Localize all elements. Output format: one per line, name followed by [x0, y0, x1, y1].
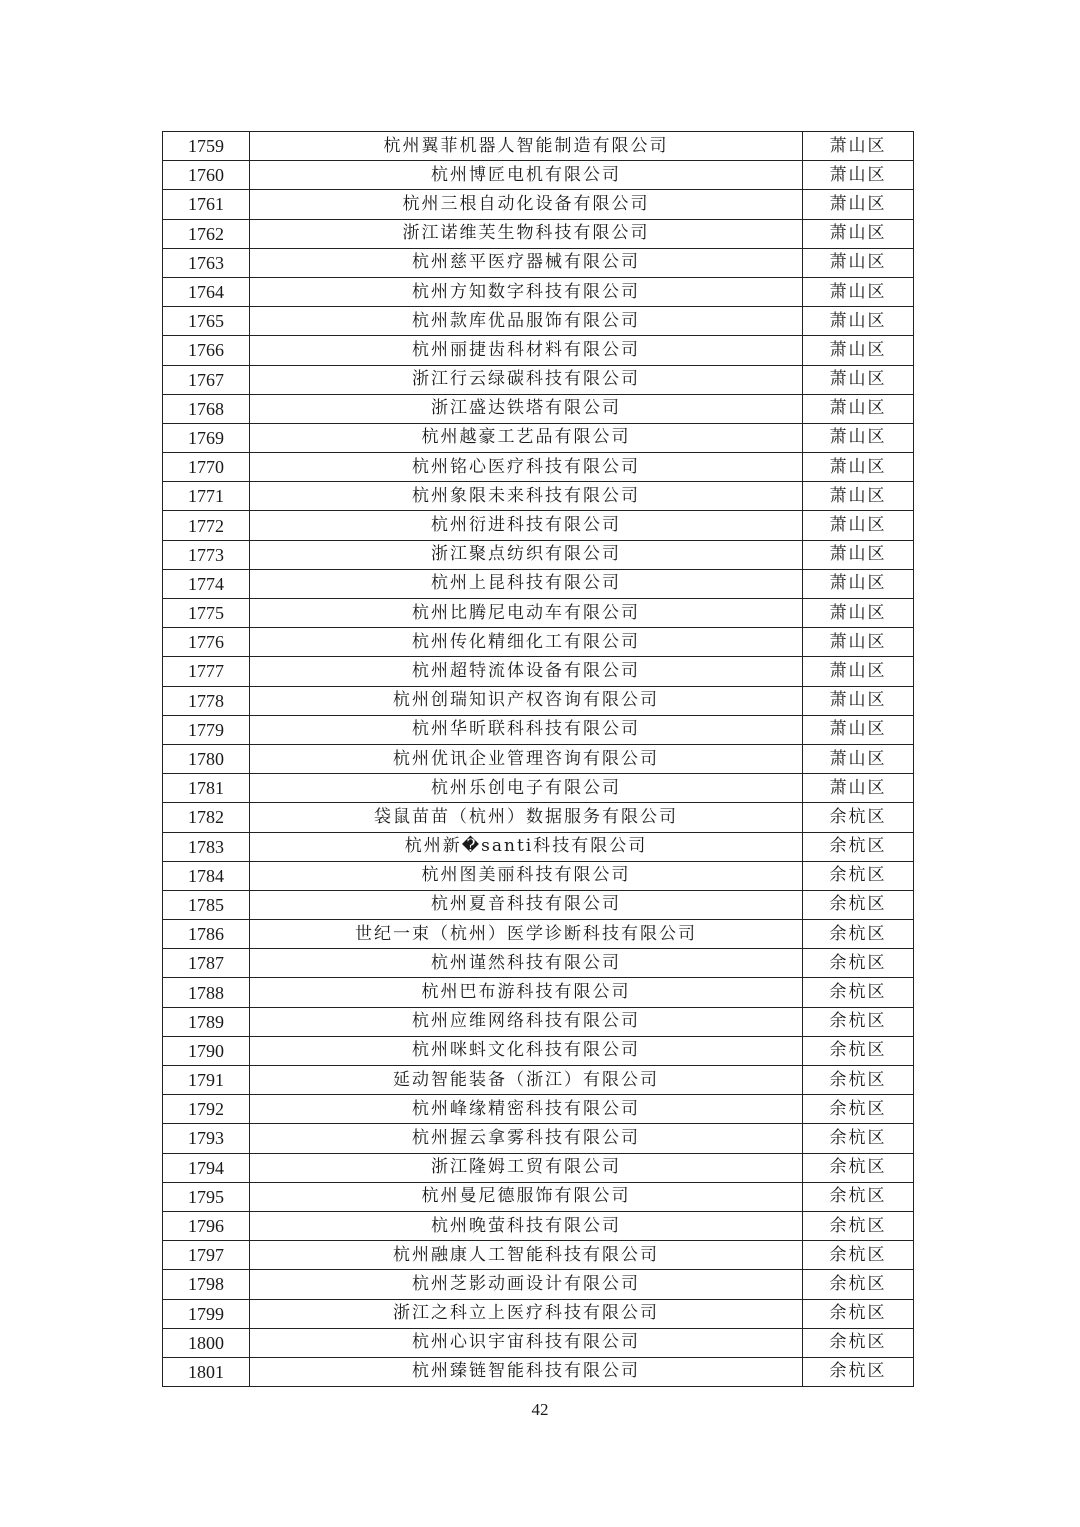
- row-number: 1791: [163, 1066, 250, 1095]
- row-number: 1780: [163, 744, 250, 773]
- company-name: 杭州乐创电子有限公司: [250, 774, 803, 803]
- company-name: 杭州传化精细化工有限公司: [250, 628, 803, 657]
- company-name: 杭州越豪工艺品有限公司: [250, 423, 803, 452]
- district: 萧山区: [803, 540, 914, 569]
- table-body: [163, 132, 914, 1387]
- table-row: [163, 1066, 914, 1095]
- table-row: [163, 949, 914, 978]
- row-number: 1773: [163, 540, 250, 569]
- page-number: 42: [531, 1400, 549, 1419]
- company-name: 杭州方知数字科技有限公司: [250, 277, 803, 306]
- row-number: 1795: [163, 1182, 250, 1211]
- row-number: 1797: [163, 1241, 250, 1270]
- company-name: 杭州臻链智能科技有限公司: [250, 1357, 803, 1386]
- table-row: [163, 453, 914, 482]
- table-row: [163, 569, 914, 598]
- district: 余杭区: [803, 949, 914, 978]
- district: 余杭区: [803, 832, 914, 861]
- row-number: 1781: [163, 774, 250, 803]
- table-row: [163, 1328, 914, 1357]
- table-row: [163, 628, 914, 657]
- table-row: [163, 1211, 914, 1240]
- table-row: [163, 277, 914, 306]
- district: 余杭区: [803, 1124, 914, 1153]
- table-row: [163, 482, 914, 511]
- district: 余杭区: [803, 920, 914, 949]
- row-number: 1790: [163, 1036, 250, 1065]
- company-name: 浙江聚点纺织有限公司: [250, 540, 803, 569]
- district: 萧山区: [803, 774, 914, 803]
- company-name: 杭州优讯企业管理咨询有限公司: [250, 744, 803, 773]
- company-name: 杭州翼菲机器人智能制造有限公司: [250, 132, 803, 161]
- district: 余杭区: [803, 1241, 914, 1270]
- table-row: [163, 1182, 914, 1211]
- table-row: [163, 219, 914, 248]
- company-name: 杭州融康人工智能科技有限公司: [250, 1241, 803, 1270]
- table-row: [163, 1007, 914, 1036]
- company-name: 浙江之科立上医疗科技有限公司: [250, 1299, 803, 1328]
- district: 萧山区: [803, 599, 914, 628]
- table-row: [163, 394, 914, 423]
- table-row: [163, 861, 914, 890]
- company-name: 杭州心识宇宙科技有限公司: [250, 1328, 803, 1357]
- company-name: 杭州超特流体设备有限公司: [250, 657, 803, 686]
- company-name: 延动智能装备（浙江）有限公司: [250, 1066, 803, 1095]
- table-row: [163, 1241, 914, 1270]
- table-row: [163, 920, 914, 949]
- table-row: [163, 132, 914, 161]
- company-name: 浙江隆姆工贸有限公司: [250, 1153, 803, 1182]
- row-number: 1776: [163, 628, 250, 657]
- row-number: 1774: [163, 569, 250, 598]
- district: 萧山区: [803, 453, 914, 482]
- district: 萧山区: [803, 277, 914, 306]
- table-row: [163, 540, 914, 569]
- district: 萧山区: [803, 744, 914, 773]
- company-name: 杭州博匠电机有限公司: [250, 161, 803, 190]
- row-number: 1792: [163, 1095, 250, 1124]
- company-name: 浙江行云绿碳科技有限公司: [250, 365, 803, 394]
- company-name: 浙江诺维芙生物科技有限公司: [250, 219, 803, 248]
- row-number: 1768: [163, 394, 250, 423]
- district: 萧山区: [803, 686, 914, 715]
- row-number: 1799: [163, 1299, 250, 1328]
- table-row: [163, 1270, 914, 1299]
- company-name: 杭州比腾尼电动车有限公司: [250, 599, 803, 628]
- company-name: 杭州衍进科技有限公司: [250, 511, 803, 540]
- table-row: [163, 890, 914, 919]
- row-number: 1771: [163, 482, 250, 511]
- table-row: [163, 307, 914, 336]
- district: 余杭区: [803, 1036, 914, 1065]
- district: 萧山区: [803, 423, 914, 452]
- district: 余杭区: [803, 1328, 914, 1357]
- district: 萧山区: [803, 307, 914, 336]
- company-name: 杭州新�santi科技有限公司: [250, 832, 803, 861]
- row-number: 1762: [163, 219, 250, 248]
- table-row: [163, 657, 914, 686]
- company-name: 杭州铭心医疗科技有限公司: [250, 453, 803, 482]
- district: 萧山区: [803, 219, 914, 248]
- district: 萧山区: [803, 482, 914, 511]
- district: 余杭区: [803, 803, 914, 832]
- row-number: 1800: [163, 1328, 250, 1357]
- table-row: [163, 803, 914, 832]
- table-row: [163, 1153, 914, 1182]
- company-name: 杭州款库优品服饰有限公司: [250, 307, 803, 336]
- table-row: [163, 423, 914, 452]
- company-name: 杭州三根自动化设备有限公司: [250, 190, 803, 219]
- company-name: 杭州峰缘精密科技有限公司: [250, 1095, 803, 1124]
- district: 萧山区: [803, 569, 914, 598]
- table-row: [163, 832, 914, 861]
- district: 余杭区: [803, 1066, 914, 1095]
- table-row: [163, 715, 914, 744]
- row-number: 1783: [163, 832, 250, 861]
- table-row: [163, 1095, 914, 1124]
- district: 萧山区: [803, 161, 914, 190]
- company-name: 杭州创瑞知识产权咨询有限公司: [250, 686, 803, 715]
- row-number: 1782: [163, 803, 250, 832]
- company-name: 世纪一束（杭州）医学诊断科技有限公司: [250, 920, 803, 949]
- district: 萧山区: [803, 336, 914, 365]
- district: 萧山区: [803, 365, 914, 394]
- district: 余杭区: [803, 1299, 914, 1328]
- row-number: 1778: [163, 686, 250, 715]
- row-number: 1793: [163, 1124, 250, 1153]
- district: 余杭区: [803, 1270, 914, 1299]
- table-row: [163, 1299, 914, 1328]
- table-row: [163, 1036, 914, 1065]
- company-name: 杭州握云拿雾科技有限公司: [250, 1124, 803, 1153]
- district: 余杭区: [803, 1211, 914, 1240]
- district: 萧山区: [803, 132, 914, 161]
- company-name: 杭州图美丽科技有限公司: [250, 861, 803, 890]
- company-name: 杭州芝影动画设计有限公司: [250, 1270, 803, 1299]
- table-row: [163, 744, 914, 773]
- table-row: [163, 978, 914, 1007]
- company-name: 杭州象限未来科技有限公司: [250, 482, 803, 511]
- row-number: 1796: [163, 1211, 250, 1240]
- row-number: 1788: [163, 978, 250, 1007]
- company-list-table: [162, 131, 914, 1387]
- row-number: 1760: [163, 161, 250, 190]
- row-number: 1769: [163, 423, 250, 452]
- district: 萧山区: [803, 657, 914, 686]
- district: 余杭区: [803, 978, 914, 1007]
- company-name: 杭州夏音科技有限公司: [250, 890, 803, 919]
- row-number: 1766: [163, 336, 250, 365]
- company-name: 杭州咪蚪文化科技有限公司: [250, 1036, 803, 1065]
- row-number: 1759: [163, 132, 250, 161]
- company-name: 杭州上昆科技有限公司: [250, 569, 803, 598]
- row-number: 1775: [163, 599, 250, 628]
- district: 余杭区: [803, 890, 914, 919]
- company-name: 杭州丽捷齿科材料有限公司: [250, 336, 803, 365]
- district: 余杭区: [803, 1007, 914, 1036]
- table-row: [163, 774, 914, 803]
- company-name: 袋鼠苗苗（杭州）数据服务有限公司: [250, 803, 803, 832]
- row-number: 1801: [163, 1357, 250, 1386]
- row-number: 1767: [163, 365, 250, 394]
- row-number: 1784: [163, 861, 250, 890]
- table-row: [163, 686, 914, 715]
- table-row: [163, 248, 914, 277]
- district: 萧山区: [803, 715, 914, 744]
- row-number: 1789: [163, 1007, 250, 1036]
- table-row: [163, 511, 914, 540]
- row-number: 1785: [163, 890, 250, 919]
- district: 余杭区: [803, 1095, 914, 1124]
- district: 萧山区: [803, 628, 914, 657]
- row-number: 1787: [163, 949, 250, 978]
- company-name: 杭州慈平医疗器械有限公司: [250, 248, 803, 277]
- district: 余杭区: [803, 861, 914, 890]
- district: 萧山区: [803, 190, 914, 219]
- row-number: 1763: [163, 248, 250, 277]
- company-name: 杭州巴布游科技有限公司: [250, 978, 803, 1007]
- district: 萧山区: [803, 394, 914, 423]
- table-row: [163, 336, 914, 365]
- company-name: 杭州曼尼德服饰有限公司: [250, 1182, 803, 1211]
- district: 余杭区: [803, 1182, 914, 1211]
- company-name: 杭州应维网络科技有限公司: [250, 1007, 803, 1036]
- district: 余杭区: [803, 1153, 914, 1182]
- company-name: 杭州晚萤科技有限公司: [250, 1211, 803, 1240]
- table-row: [163, 1124, 914, 1153]
- row-number: 1761: [163, 190, 250, 219]
- row-number: 1772: [163, 511, 250, 540]
- district: 萧山区: [803, 248, 914, 277]
- district: 萧山区: [803, 511, 914, 540]
- row-number: 1764: [163, 277, 250, 306]
- company-name: 杭州华昕联科科技有限公司: [250, 715, 803, 744]
- row-number: 1779: [163, 715, 250, 744]
- row-number: 1786: [163, 920, 250, 949]
- table-row: [163, 599, 914, 628]
- table-row: [163, 365, 914, 394]
- company-name: 浙江盛达铁塔有限公司: [250, 394, 803, 423]
- row-number: 1794: [163, 1153, 250, 1182]
- table-row: [163, 190, 914, 219]
- table-row: [163, 1357, 914, 1386]
- row-number: 1798: [163, 1270, 250, 1299]
- row-number: 1770: [163, 453, 250, 482]
- district: 余杭区: [803, 1357, 914, 1386]
- company-name: 杭州谨然科技有限公司: [250, 949, 803, 978]
- table-row: [163, 161, 914, 190]
- row-number: 1765: [163, 307, 250, 336]
- row-number: 1777: [163, 657, 250, 686]
